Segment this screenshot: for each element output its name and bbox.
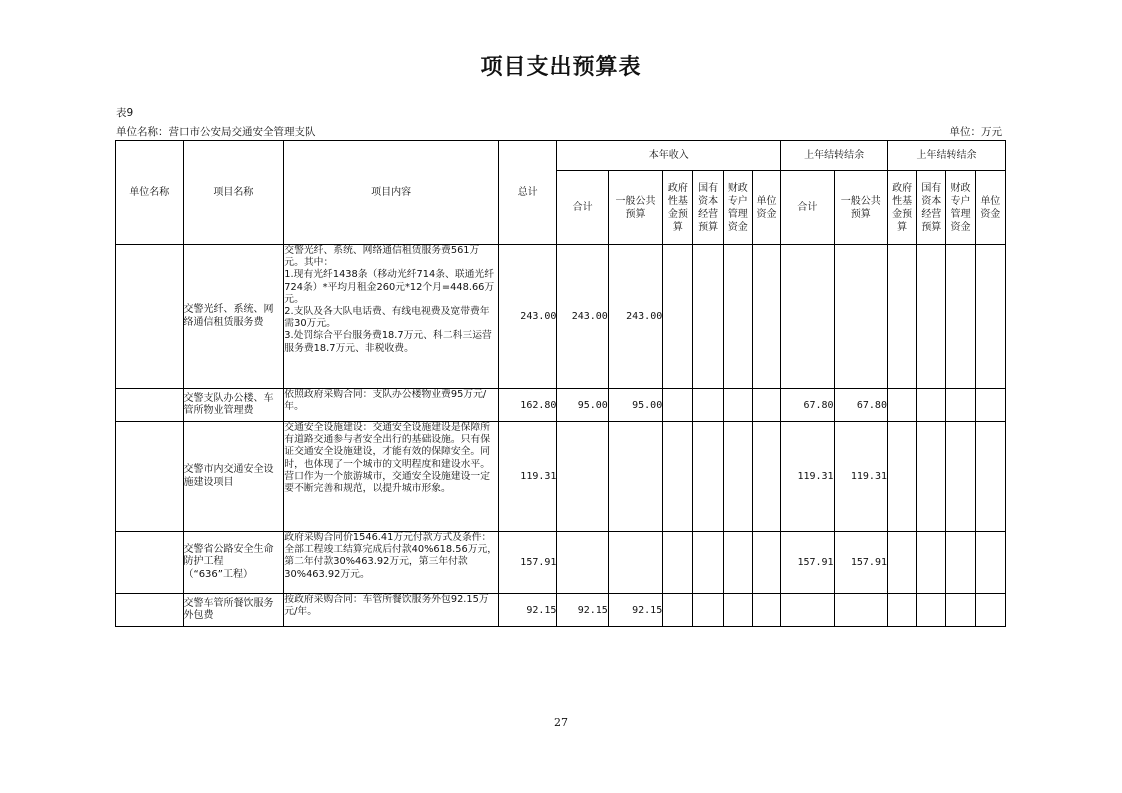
prev-sum-value: 67.80 — [781, 389, 834, 422]
project-content: 按政府采购合同：车管所餐饮服务外包92.15万元/年。 — [284, 594, 499, 627]
table-number: 表9 — [116, 107, 134, 119]
unit-cell — [116, 422, 184, 532]
header-state-2: 国有 资本 经营 预算 — [917, 171, 946, 245]
project-content: 交警光纤、系统、网络通信租赁服务费561万元。其中： 1.现有光纤1438条（移动光纤714条、联通光纤724条）*平均月租金260元*12个月=448.66万元。 2.支队及各大队电话费、有线电视费及宽带费年需30万元。 3.处罚综合平台服务费18.7万元、科二科三运营服务费18.7万元、非税收费。 — [284, 245, 499, 389]
prev-general-value — [834, 245, 887, 389]
unit-cell — [116, 532, 184, 594]
total-value: 157.91 — [498, 532, 556, 594]
general-value: 95.00 — [608, 389, 662, 422]
general-value — [608, 422, 662, 532]
header-unit-fund: 单位 资金 — [752, 171, 780, 245]
unit-cell — [116, 245, 184, 389]
header-fund-2: 政府 性基 金预 算 — [887, 171, 916, 245]
general-value: 92.15 — [608, 594, 662, 627]
table-row — [116, 532, 1006, 594]
table-row — [116, 594, 1006, 627]
prev-general-value: 157.91 — [834, 532, 887, 594]
sum-value: 92.15 — [557, 594, 608, 627]
sum-value: 243.00 — [557, 245, 608, 389]
header-current-income: 本年收入 — [557, 141, 781, 171]
header-unit: 单位名称 — [116, 141, 184, 245]
sum-value: 95.00 — [557, 389, 608, 422]
page-number: 27 — [554, 716, 568, 729]
header-general-2: 一般公共 预算 — [834, 171, 887, 245]
project-name: 交警光纤、系统、网络通信租赁服务费 — [183, 245, 284, 389]
header-state: 国有 资本 经营 预算 — [693, 171, 723, 245]
total-value: 119.31 — [498, 422, 556, 532]
prev-sum-value — [781, 594, 834, 627]
total-value: 92.15 — [498, 594, 556, 627]
header-prev-balance-2: 上年结转结余 — [887, 141, 1005, 171]
prev-sum-value: 119.31 — [781, 422, 834, 532]
header-unit-fund-2: 单位 资金 — [975, 171, 1005, 245]
prev-sum-value: 157.91 — [781, 532, 834, 594]
header-fund: 政府 性基 金预 算 — [663, 171, 693, 245]
prev-general-value: 119.31 — [834, 422, 887, 532]
header-content: 项目内容 — [284, 141, 499, 245]
project-name: 交警市内交通安全设施建设项目 — [183, 422, 284, 532]
project-name: 交警车管所餐饮服务外包费 — [183, 594, 284, 627]
table-row — [116, 245, 1006, 389]
total-value: 243.00 — [498, 245, 556, 389]
header-prev-balance-1: 上年结转结余 — [781, 141, 888, 171]
general-value — [608, 532, 662, 594]
sum-value — [557, 532, 608, 594]
project-name: 交警省公路安全生命防护工程 （“636”工程） — [183, 532, 284, 594]
table-row — [116, 389, 1006, 422]
prev-general-value: 67.80 — [834, 389, 887, 422]
project-content: 政府采购合同价1546.41万元付款方式及条件：全部工程竣工结算完成后付款40%618.56万元，第二年付款30%463.92万元，第三年付款30%463.92万元。 — [284, 532, 499, 594]
header-general: 一般公共 预算 — [608, 171, 662, 245]
unit-name: 单位名称：营口市公安局交通安全管理支队 — [116, 126, 316, 138]
header-special: 财政 专户 管理 资金 — [723, 171, 752, 245]
sum-value — [557, 422, 608, 532]
header-project: 项目名称 — [183, 141, 284, 245]
page-title: 项目支出预算表 — [480, 54, 642, 80]
unit-label: 单位：万元 — [949, 126, 1002, 138]
header-sum-2: 合计 — [781, 171, 834, 245]
project-content: 交通安全设施建设：交通安全设施建设是保障所有道路交通参与者安全出行的基础设施。只有保证交通安全设施建设，才能有效的保障安全。同时，也体现了一个城市的文明程度和建设水平。营口作为一个旅游城市，交通安全设施建设一定要不断完善和规范，以提升城市形象。 — [284, 422, 499, 532]
header-special-2: 财政 专户 管理 资金 — [946, 171, 975, 245]
budget-table — [115, 140, 1006, 627]
header-sum: 合计 — [557, 171, 608, 245]
table-row — [116, 422, 1006, 532]
project-name: 交警支队办公楼、车管所物业管理费 — [183, 389, 284, 422]
project-content: 依照政府采购合同：支队办公楼物业费95万元/年。 — [284, 389, 499, 422]
general-value: 243.00 — [608, 245, 662, 389]
total-value: 162.80 — [498, 389, 556, 422]
prev-general-value — [834, 594, 887, 627]
unit-cell — [116, 389, 184, 422]
header-total: 总计 — [498, 141, 556, 245]
unit-cell — [116, 594, 184, 627]
prev-sum-value — [781, 245, 834, 389]
